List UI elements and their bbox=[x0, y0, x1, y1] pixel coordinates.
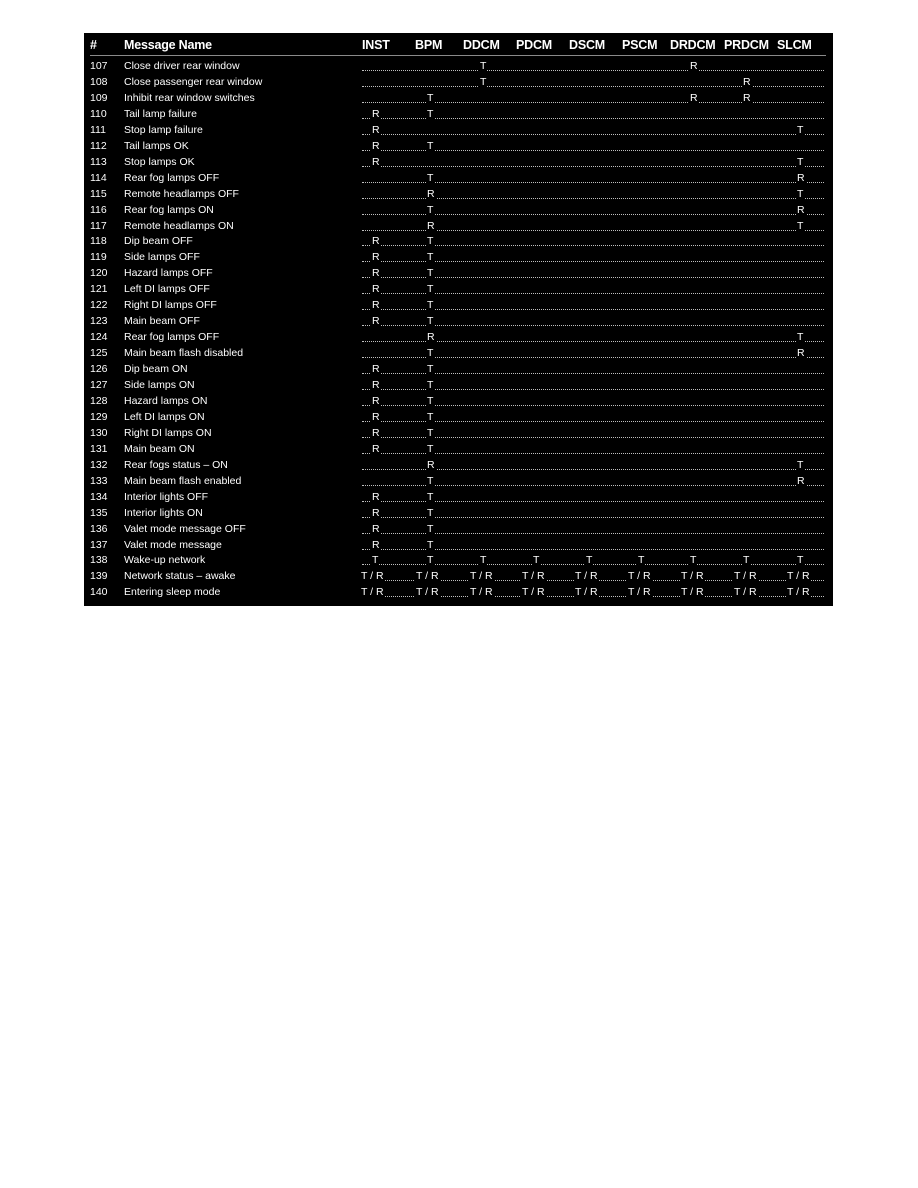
cell-slcm: T bbox=[797, 331, 804, 344]
header-prdcm: PRDCM bbox=[724, 38, 769, 52]
message-number: 116 bbox=[90, 203, 107, 216]
message-number: 125 bbox=[90, 347, 108, 360]
cell-ddcm: T bbox=[480, 60, 487, 72]
cell-inst: R bbox=[372, 426, 380, 439]
cell-slcm: R bbox=[797, 171, 805, 184]
message-name: Hazard lamps ON bbox=[124, 394, 208, 407]
message-number: 114 bbox=[90, 171, 107, 184]
table-row bbox=[84, 458, 833, 474]
cell-bpm: R bbox=[427, 219, 435, 232]
table-row bbox=[84, 250, 833, 266]
table-row bbox=[84, 314, 833, 330]
cell-slcm: T bbox=[797, 155, 804, 168]
cell-pscm: T / R bbox=[628, 586, 651, 599]
message-name: Left DI lamps ON bbox=[124, 410, 205, 423]
cell-inst: R bbox=[372, 490, 380, 503]
message-number: 123 bbox=[90, 315, 108, 328]
cell-slcm: T bbox=[797, 219, 804, 232]
table-row bbox=[84, 506, 833, 522]
message-number: 127 bbox=[90, 379, 108, 391]
cell-bpm: T bbox=[427, 474, 434, 487]
message-name: Rear fogs status – ON bbox=[124, 458, 228, 471]
table-row bbox=[84, 139, 833, 155]
cell-inst: R bbox=[372, 235, 380, 248]
cell-inst: R bbox=[372, 155, 380, 168]
cell-bpm: T bbox=[427, 171, 434, 184]
cell-bpm: T bbox=[427, 235, 434, 248]
cell-inst: R bbox=[372, 267, 380, 280]
cell-dscm: T / R bbox=[575, 570, 598, 583]
cell-ddcm: T bbox=[480, 554, 487, 567]
cell-inst: R bbox=[372, 379, 380, 391]
message-number: 113 bbox=[90, 155, 107, 168]
message-number: 140 bbox=[90, 586, 108, 599]
cell-bpm: T bbox=[427, 107, 434, 120]
cell-bpm: T bbox=[427, 554, 434, 567]
message-number: 126 bbox=[90, 363, 108, 376]
cell-bpm: T bbox=[427, 442, 434, 455]
cell-bpm: T bbox=[427, 410, 434, 423]
message-number: 130 bbox=[90, 426, 108, 439]
cell-drdcm: R bbox=[690, 91, 698, 104]
table-row bbox=[84, 75, 833, 91]
cell-slcm: T bbox=[797, 458, 804, 471]
cell-inst: T / R bbox=[361, 570, 384, 583]
cell-prdcm: R bbox=[743, 75, 751, 88]
message-number: 134 bbox=[90, 490, 108, 503]
message-number: 122 bbox=[90, 299, 108, 312]
header-divider bbox=[90, 55, 826, 56]
message-name: Right DI lamps ON bbox=[124, 426, 212, 439]
dot-leader bbox=[362, 70, 824, 71]
message-number: 118 bbox=[90, 235, 107, 248]
cell-inst: R bbox=[372, 251, 380, 264]
header-dscm: DSCM bbox=[569, 38, 606, 52]
table-row bbox=[84, 585, 833, 601]
cell-slcm: T / R bbox=[787, 570, 810, 583]
message-number: 110 bbox=[90, 107, 107, 120]
header-pscm: PSCM bbox=[622, 38, 658, 52]
message-number: 109 bbox=[90, 91, 108, 104]
message-number: 128 bbox=[90, 394, 108, 407]
message-name: Stop lamps OK bbox=[124, 155, 195, 168]
table-row bbox=[84, 362, 833, 378]
cell-slcm: R bbox=[797, 474, 805, 487]
table-row bbox=[84, 410, 833, 426]
header-pdcm: PDCM bbox=[516, 38, 553, 52]
cell-bpm: T bbox=[427, 91, 434, 104]
message-name: Close driver rear window bbox=[124, 60, 240, 72]
table-row bbox=[84, 219, 833, 235]
cell-bpm: T bbox=[427, 283, 434, 296]
message-number: 107 bbox=[90, 60, 108, 72]
message-name: Remote headlamps ON bbox=[124, 219, 234, 232]
cell-bpm: T bbox=[427, 347, 434, 360]
cell-pscm: T / R bbox=[628, 570, 651, 583]
cell-bpm: T bbox=[427, 538, 434, 551]
cell-inst: R bbox=[372, 506, 380, 519]
table-row bbox=[84, 107, 833, 123]
message-name: Side lamps ON bbox=[124, 379, 195, 391]
header-ddcm: DDCM bbox=[463, 38, 500, 52]
message-number: 111 bbox=[90, 123, 106, 136]
message-number: 115 bbox=[90, 187, 107, 200]
cell-bpm: R bbox=[427, 187, 435, 200]
table-row bbox=[84, 378, 833, 394]
cell-inst: R bbox=[372, 123, 380, 136]
cell-ddcm: T / R bbox=[470, 586, 493, 599]
message-name: Dip beam ON bbox=[124, 363, 188, 376]
cell-inst: R bbox=[372, 538, 380, 551]
cell-dscm: T bbox=[586, 554, 593, 567]
table-row bbox=[84, 282, 833, 298]
cell-bpm: T bbox=[427, 394, 434, 407]
message-number: 133 bbox=[90, 474, 108, 487]
cell-slcm: R bbox=[797, 347, 805, 360]
cell-slcm: T bbox=[797, 187, 804, 200]
cell-bpm: T bbox=[427, 426, 434, 439]
table-row bbox=[84, 490, 833, 506]
dot-leader bbox=[362, 166, 824, 167]
cell-bpm: T / R bbox=[416, 586, 439, 599]
message-number: 119 bbox=[90, 251, 107, 264]
message-name: Entering sleep mode bbox=[124, 586, 221, 599]
table-row bbox=[84, 171, 833, 187]
cell-prdcm: T bbox=[743, 554, 750, 567]
message-number: 112 bbox=[90, 139, 107, 152]
cell-inst: R bbox=[372, 363, 380, 376]
table-row bbox=[84, 522, 833, 538]
dot-leader bbox=[362, 134, 824, 135]
message-number: 120 bbox=[90, 267, 108, 280]
cell-bpm: T bbox=[427, 379, 434, 391]
table-row bbox=[84, 298, 833, 314]
cell-bpm: T bbox=[427, 203, 434, 216]
cell-prdcm: T / R bbox=[734, 586, 757, 599]
table-row bbox=[84, 442, 833, 458]
cell-bpm: R bbox=[427, 331, 435, 344]
message-number: 136 bbox=[90, 522, 108, 535]
cell-inst: R bbox=[372, 442, 380, 455]
cell-bpm: R bbox=[427, 458, 435, 471]
table-row bbox=[84, 91, 833, 107]
message-number: 139 bbox=[90, 570, 108, 583]
cell-bpm: T bbox=[427, 522, 434, 535]
table-row bbox=[84, 203, 833, 219]
message-number: 117 bbox=[90, 219, 107, 232]
table-header bbox=[84, 33, 833, 57]
cell-slcm: R bbox=[797, 203, 805, 216]
message-name: Main beam flash enabled bbox=[124, 474, 242, 487]
cell-pdcm: T / R bbox=[522, 586, 545, 599]
cell-bpm: T bbox=[427, 490, 434, 503]
table-row bbox=[84, 155, 833, 171]
message-name: Rear fog lamps OFF bbox=[124, 171, 220, 184]
message-number: 108 bbox=[90, 75, 108, 88]
cell-ddcm: T / R bbox=[470, 570, 493, 583]
message-number: 137 bbox=[90, 538, 108, 551]
cell-bpm: T bbox=[427, 363, 434, 376]
cell-bpm: T bbox=[427, 139, 434, 152]
table-row bbox=[84, 346, 833, 362]
header-drdcm: DRDCM bbox=[670, 38, 716, 52]
message-name: Rear fog lamps ON bbox=[124, 203, 214, 216]
cell-pdcm: T bbox=[533, 554, 540, 567]
message-name: Left DI lamps OFF bbox=[124, 283, 210, 296]
cell-bpm: T bbox=[427, 506, 434, 519]
message-name: Main beam flash disabled bbox=[124, 347, 244, 360]
table-row bbox=[84, 538, 833, 554]
cell-slcm: T / R bbox=[787, 586, 810, 599]
cell-inst: R bbox=[372, 522, 380, 535]
message-name: Valet mode message OFF bbox=[124, 522, 246, 535]
header-bpm: BPM bbox=[415, 38, 443, 52]
cell-inst: R bbox=[372, 299, 380, 312]
message-name: Valet mode message bbox=[124, 538, 222, 551]
cell-prdcm: R bbox=[743, 91, 751, 104]
header-message-name: Message Name bbox=[124, 38, 212, 52]
header-slcm: SLCM bbox=[777, 38, 812, 52]
cell-pdcm: T / R bbox=[522, 570, 545, 583]
message-name: Interior lights ON bbox=[124, 506, 203, 519]
cell-ddcm: T bbox=[480, 75, 487, 88]
message-number: 124 bbox=[90, 331, 108, 344]
cell-drdcm: T / R bbox=[681, 586, 704, 599]
header-inst: INST bbox=[362, 38, 390, 52]
message-number: 129 bbox=[90, 410, 108, 423]
table-row bbox=[84, 474, 833, 490]
cell-drdcm: R bbox=[690, 60, 698, 72]
message-number: 131 bbox=[90, 442, 108, 455]
table-row bbox=[84, 426, 833, 442]
table-row bbox=[84, 394, 833, 410]
message-name: Inhibit rear window switches bbox=[124, 91, 255, 104]
message-number: 135 bbox=[90, 506, 108, 519]
cell-bpm: T bbox=[427, 267, 434, 280]
table-row bbox=[84, 553, 833, 569]
table-row bbox=[84, 59, 833, 75]
message-name: Dip beam OFF bbox=[124, 235, 193, 248]
cell-inst: R bbox=[372, 394, 380, 407]
message-number: 121 bbox=[90, 283, 108, 296]
message-table bbox=[84, 33, 833, 606]
table-row bbox=[84, 123, 833, 139]
cell-slcm: T bbox=[797, 554, 804, 567]
cell-drdcm: T bbox=[690, 554, 697, 567]
dot-leader bbox=[362, 86, 824, 87]
cell-bpm: T / R bbox=[416, 570, 439, 583]
cell-bpm: T bbox=[427, 315, 434, 328]
message-name: Close passenger rear window bbox=[124, 75, 263, 88]
cell-slcm: T bbox=[797, 123, 804, 136]
message-name: Tail lamp failure bbox=[124, 107, 197, 120]
header-number: # bbox=[90, 38, 97, 52]
cell-dscm: T / R bbox=[575, 586, 598, 599]
message-name: Wake-up network bbox=[124, 554, 206, 567]
cell-pscm: T bbox=[638, 554, 645, 567]
message-name: Stop lamp failure bbox=[124, 123, 203, 136]
message-name: Remote headlamps OFF bbox=[124, 187, 239, 200]
message-name: Rear fog lamps OFF bbox=[124, 331, 220, 344]
table-row bbox=[84, 187, 833, 203]
cell-drdcm: T / R bbox=[681, 570, 704, 583]
cell-inst: R bbox=[372, 107, 380, 120]
cell-bpm: T bbox=[427, 299, 434, 312]
cell-inst: T / R bbox=[361, 586, 384, 599]
cell-inst: R bbox=[372, 139, 380, 152]
table-row bbox=[84, 266, 833, 282]
cell-bpm: T bbox=[427, 251, 434, 264]
message-name: Hazard lamps OFF bbox=[124, 267, 213, 280]
message-name: Right DI lamps OFF bbox=[124, 299, 217, 312]
cell-prdcm: T / R bbox=[734, 570, 757, 583]
cell-inst: R bbox=[372, 283, 380, 296]
message-number: 132 bbox=[90, 458, 108, 471]
message-name: Main beam ON bbox=[124, 442, 195, 455]
message-name: Network status – awake bbox=[124, 570, 236, 583]
table-row bbox=[84, 330, 833, 346]
cell-inst: T bbox=[372, 554, 379, 567]
cell-inst: R bbox=[372, 410, 380, 423]
message-name: Side lamps OFF bbox=[124, 251, 200, 264]
message-name: Interior lights OFF bbox=[124, 490, 209, 503]
message-name: Tail lamps OK bbox=[124, 139, 189, 152]
table-row bbox=[84, 234, 833, 250]
message-number: 138 bbox=[90, 554, 108, 567]
table-row bbox=[84, 569, 833, 585]
cell-inst: R bbox=[372, 315, 380, 328]
message-name: Main beam OFF bbox=[124, 315, 200, 328]
